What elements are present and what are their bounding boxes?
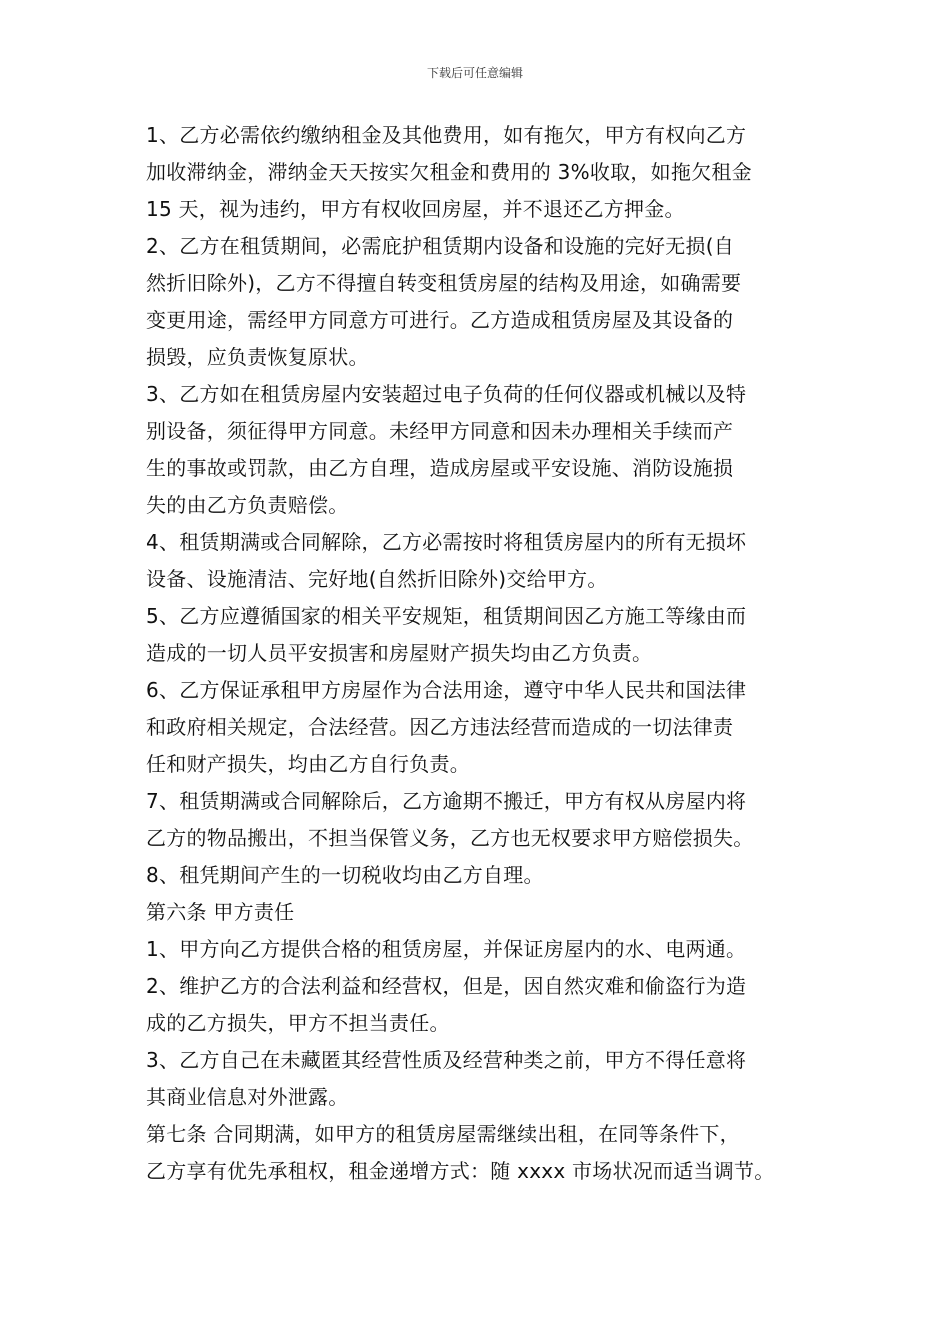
- section-heading: 第六条 甲方责任: [146, 900, 295, 924]
- text-line: 造成的一切人员平安损害和房屋财产损失均由乙方负责。: [146, 641, 653, 665]
- text-line: 和政府相关规定，合法经营。因乙方违法经营而造成的一切法律责: [146, 715, 734, 739]
- text-line: 3、乙方自己在未藏匿其经营性质及经营种类之前，甲方不得任意将: [146, 1048, 747, 1072]
- text-line: 乙方的物品搬出，不担当保管义务，乙方也无权要求甲方赔偿损失。: [146, 826, 754, 850]
- text-line: 2、乙方在租赁期间，必需庇护租赁期内设备和设施的完好无损(自: [146, 234, 735, 258]
- text-line: 损毁，应负责恢复原状。: [146, 345, 369, 369]
- text-line: 5、乙方应遵循国家的相关平安规矩，租赁期间因乙方施工等缘由而: [146, 604, 747, 628]
- text-line: 任和财产损失，均由乙方自行负责。: [146, 752, 470, 776]
- text-line: 别设备，须征得甲方同意。未经甲方同意和因未办理相关手续而产: [146, 419, 734, 443]
- text-line: 8、租凭期间产生的一切税收均由乙方自理。: [146, 863, 544, 887]
- text-line: 失的由乙方负责赔偿。: [146, 493, 349, 517]
- text-line: 然折旧除外)，乙方不得擅自转变租赁房屋的结构及用途，如确需要: [146, 271, 742, 295]
- text-line: 7、租赁期满或合同解除后，乙方逾期不搬迁，甲方有权从房屋内将: [146, 789, 747, 813]
- text-line: 6、乙方保证承租甲方房屋作为合法用途，遵守中华人民共和国法律: [146, 678, 747, 702]
- text-line: 成的乙方损失，甲方不担当责任。: [146, 1011, 450, 1035]
- text-line: 其商业信息对外泄露。: [146, 1085, 349, 1109]
- text-line: 1、乙方必需依约缴纳租金及其他费用，如有拖欠，甲方有权向乙方: [146, 123, 747, 147]
- text-line: 1、甲方向乙方提供合格的租赁房屋，并保证房屋内的水、电两通。: [146, 937, 747, 961]
- text-line: 变更用途，需经甲方同意方可进行。乙方造成租赁房屋及其设备的: [146, 308, 734, 332]
- text-line: 15 天，视为违约，甲方有权收回房屋，并不退还乙方押金。: [146, 197, 685, 221]
- page-header: 下载后可任意编辑: [426, 66, 523, 80]
- text-line: 生的事故或罚款，由乙方自理，造成房屋或平安设施、消防设施损: [146, 456, 734, 480]
- text-line: 加收滞纳金，滞纳金天天按实欠租金和费用的 3%收取，如拖欠租金: [146, 160, 752, 184]
- section-heading: 第七条 合同期满，如甲方的租赁房屋需继续出租，在同等条件下，: [146, 1122, 740, 1146]
- text-line: 4、租赁期满或合同解除，乙方必需按时将租赁房屋内的所有无损坏: [146, 530, 747, 554]
- text-line: 乙方享有优先承租权，租金递增方式：随 xxxx 市场状况而适当调节。: [146, 1159, 775, 1183]
- text-line: 3、乙方如在租赁房屋内安装超过电子负荷的任何仪器或机械以及特: [146, 382, 747, 406]
- text-line: 2、维护乙方的合法利益和经营权，但是，因自然灾难和偷盗行为造: [146, 974, 747, 998]
- text-line: 设备、设施清洁、完好地(自然折旧除外)交给甲方。: [146, 567, 608, 591]
- document-body: [146, 117, 808, 1190]
